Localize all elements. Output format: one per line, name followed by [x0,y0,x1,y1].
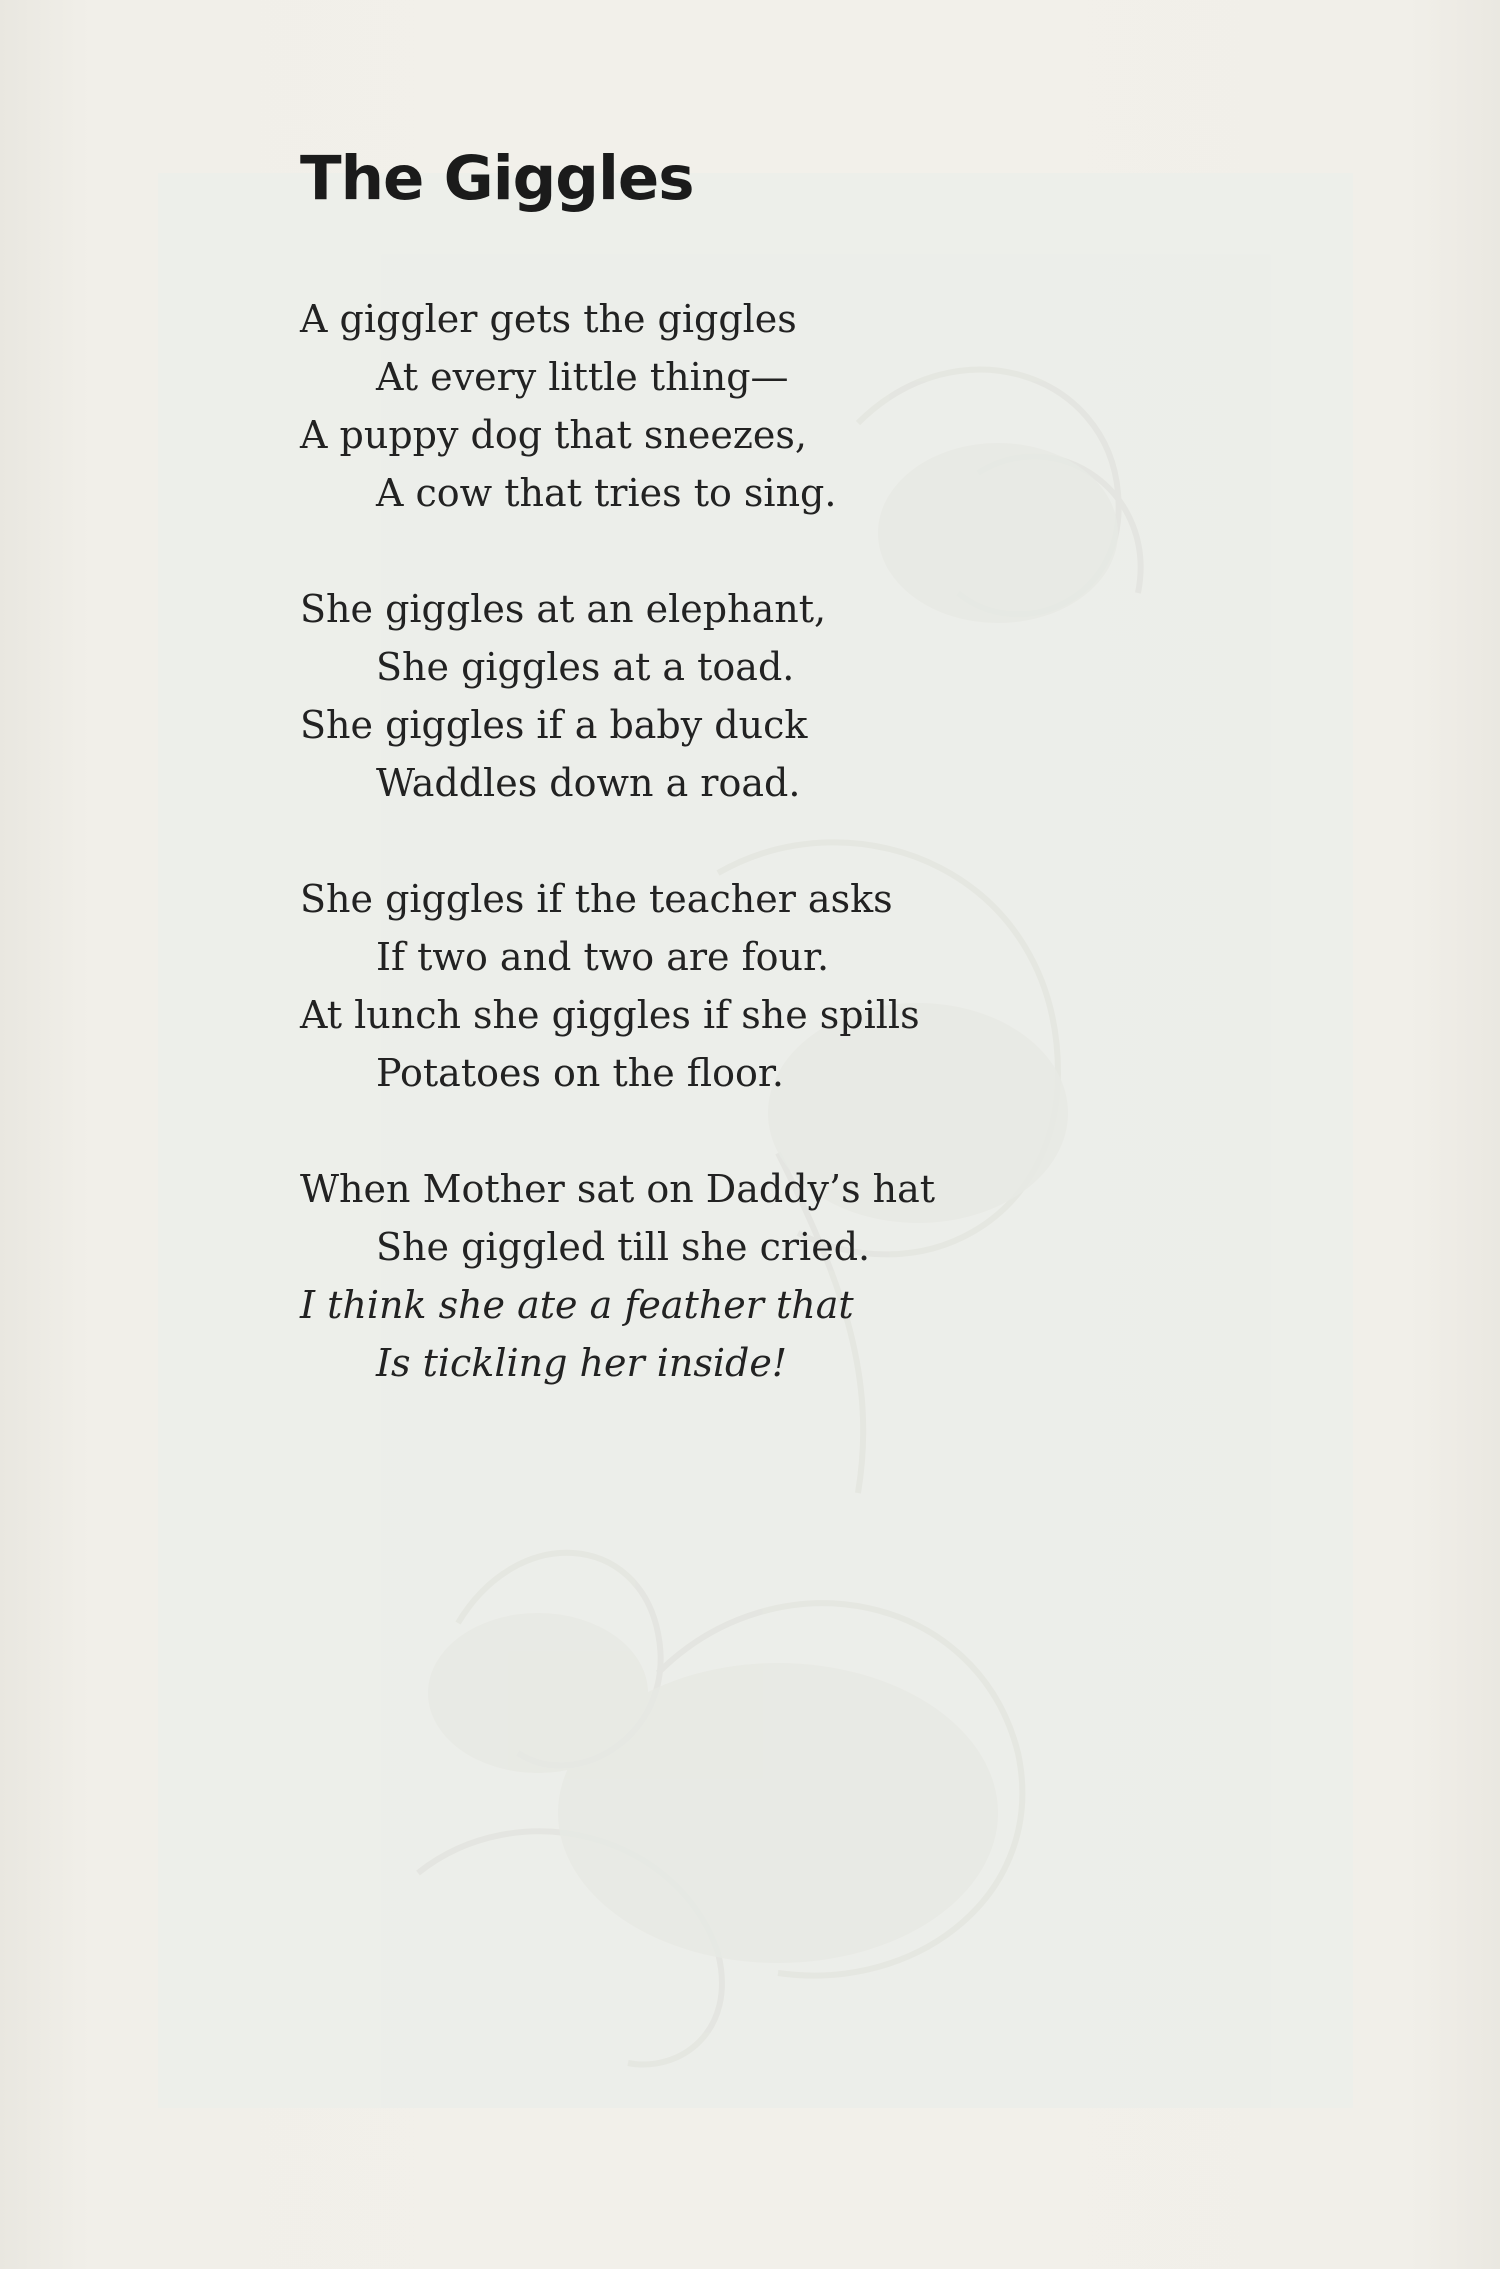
poem-line: She giggles at a toad. [376,645,795,689]
stanza-2 [300,580,1200,812]
poem-title: The Giggles [300,143,694,214]
poem-line: A cow that tries to sing. [376,471,837,515]
stanza-1 [300,290,1200,522]
poem-body [300,290,1200,1450]
poem-line: She giggles if a baby duck [300,703,808,747]
poem-line: She giggles if the teacher asks [300,877,893,921]
poem-line: She giggled till she cried. [376,1225,871,1269]
poem-line: A puppy dog that sneezes, [300,413,807,457]
poem-line: Potatoes on the floor. [376,1051,784,1095]
stanza-4 [300,1160,1200,1392]
poem-line: A giggler gets the giggles [300,297,797,341]
stanza-3 [300,870,1200,1102]
poem-line: If two and two are four. [376,935,830,979]
poem-line: Waddles down a road. [376,761,801,805]
poem-line-italic: I think she ate a feather that [300,1283,854,1327]
poem-line: At lunch she giggles if she spills [300,993,920,1037]
poem-line: She giggles at an elephant, [300,587,827,631]
poem-line: When Mother sat on Daddy’s hat [300,1167,936,1211]
poem-line: At every little thing— [376,355,789,399]
poem-line-italic: Is tickling her inside! [376,1341,788,1385]
